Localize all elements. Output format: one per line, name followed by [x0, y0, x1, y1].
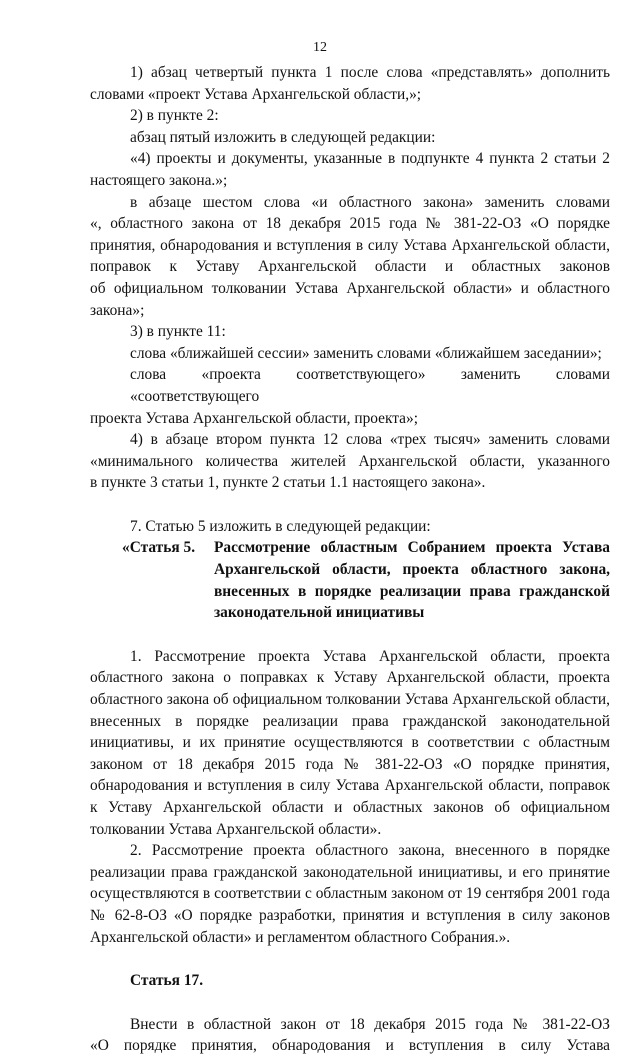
amendment-paragraph-line: словами «проект Устава Архангельской области,»; [90, 85, 422, 103]
amendment-paragraph-line: в пункте 3 статьи 1, пункте 2 статьи 1.1 настоящего закона». [90, 474, 486, 492]
article-5-paragraph [90, 646, 610, 840]
amendment-paragraph [90, 343, 610, 365]
amendment-paragraph-line: об официальном толковании Устава Архангельской области» и областного [90, 279, 610, 297]
amendment-paragraph [90, 127, 610, 149]
amendment-paragraph [90, 105, 610, 127]
article-5-title-line: законодательной инициативы [214, 604, 425, 622]
amendment-paragraph-line: «, областного закона от 18 декабря 2015 года № 381-22-ОЗ «О порядке [90, 215, 610, 233]
article-5-title-line: Рассмотрение областным Собранием проекта Устава [214, 539, 610, 557]
article-17-line: Внести в областной закон от 18 декабря 2015 года № 381-22-ОЗ [130, 1015, 610, 1033]
page-number: 12 [313, 40, 327, 55]
amendment-paragraph [90, 62, 610, 105]
amendment-paragraph-line: в абзаце шестом слова «и областного закона» заменить словами [130, 193, 610, 211]
amendment-paragraph-line: поправок к Уставу Архангельской области и областных законов [90, 258, 610, 276]
article-5-label: «Статья 5. [122, 539, 196, 557]
article-5-paragraph-line: областного закона о поправках к Уставу Архангельской области, проекта [90, 669, 610, 687]
amendment-paragraph [90, 364, 610, 429]
article-17-line: «О порядке принятия, обнародования и вступления в силу Устава [90, 1037, 610, 1055]
amendment-paragraph [90, 321, 610, 343]
article-5-paragraph-line: инициативы, и их принятие осуществляются в соответствии с областным [90, 734, 610, 752]
article-5-title-line: Архангельской области, проекта областного закона, [214, 561, 610, 579]
article-5-paragraph-line: областного закона об официальном толковании Устава Архангельской области, [90, 691, 610, 709]
amendment-paragraph-line: «минимального количества жителей Архангельской области, указанного [90, 452, 610, 470]
amendment-paragraph-line: настоящего закона.»; [90, 171, 228, 189]
amendment-paragraph-line: абзац пятый изложить в следующей редакции: [130, 128, 436, 146]
article-5-paragraph-line: № 62-8-ОЗ «О порядке разработки, принятия и вступления в силу законов [90, 906, 610, 924]
amendment-list [90, 62, 610, 494]
amendment-paragraph-line: проекта Устава Архангельской области, проекта»; [90, 409, 418, 427]
article-5-paragraph-line: толковании Устава Архангельской области». [90, 820, 382, 838]
amendment-paragraph-line: закона»; [90, 301, 145, 319]
amendment-paragraph-line: слова «ближайшей сессии» заменить словами «ближайшем заседании»; [130, 344, 602, 362]
article-5-paragraph-line: внесенных в порядке реализации права гражданской законодательной [90, 712, 610, 730]
article-5-paragraph-line: обнародования и вступления в силу Устава Архангельской области, поправок [90, 777, 610, 795]
article-17-paragraph [90, 1014, 610, 1057]
article-17-body [90, 1014, 610, 1057]
amendment-paragraph-line: 1) абзац четвертый пункта 1 после слова «представлять» дополнить [130, 64, 610, 81]
amendment-paragraph [90, 192, 610, 322]
article-5-paragraph-line: осуществляются в соответствии с областным законом от 19 сентября 2001 года [90, 885, 610, 903]
amendment-paragraph [90, 429, 610, 494]
article-5-paragraph-line: 1. Рассмотрение проекта Устава Архангельской области, проекта [130, 647, 610, 665]
article-5-paragraph [90, 840, 610, 948]
article-5-paragraph-line: Архангельской области» и регламентом областного Собрания.». [90, 928, 511, 946]
amendment-paragraph-line: 4) в абзаце втором пункта 12 слова «трех тысяч» заменить словами [130, 431, 610, 449]
amendment-paragraph-line: слова «проекта соответствующего» заменить словами «соответствующего [130, 366, 610, 405]
article-5-paragraph-line: 2. Рассмотрение проекта областного закона, внесенного в порядке [130, 842, 610, 860]
amendment-paragraph-line: «4) проекты и документы, указанные в подпункте 4 пункта 2 статьи 2 [130, 150, 610, 168]
article-5-paragraph-line: законом от 18 декабря 2015 года № 381-22-ОЗ «О порядке принятия, [90, 755, 610, 773]
section-7: 7. Статью 5 изложить в следующей редакции: [130, 517, 431, 535]
document-body [90, 62, 610, 1057]
article-5-body [90, 646, 610, 948]
article-5-paragraph-line: к Уставу Архангельской области и областных законов об официальном [90, 799, 610, 816]
amendment-paragraph [90, 148, 610, 191]
article-5-title-line: внесенных в порядке реализации права гражданской [214, 582, 610, 600]
article-5-paragraph-line: реализации права гражданской законодательной инициативы, и его принятие [90, 863, 610, 881]
article-5-title [214, 537, 610, 623]
amendment-paragraph-line: 2) в пункте 2: [130, 107, 219, 125]
amendment-paragraph-line: принятия, обнародования и вступления в силу Устава Архангельской области, [90, 236, 610, 254]
amendment-paragraph-line: 3) в пункте 11: [130, 323, 226, 341]
article-17-heading: Статья 17. [130, 972, 204, 990]
article-5-heading [90, 537, 610, 623]
